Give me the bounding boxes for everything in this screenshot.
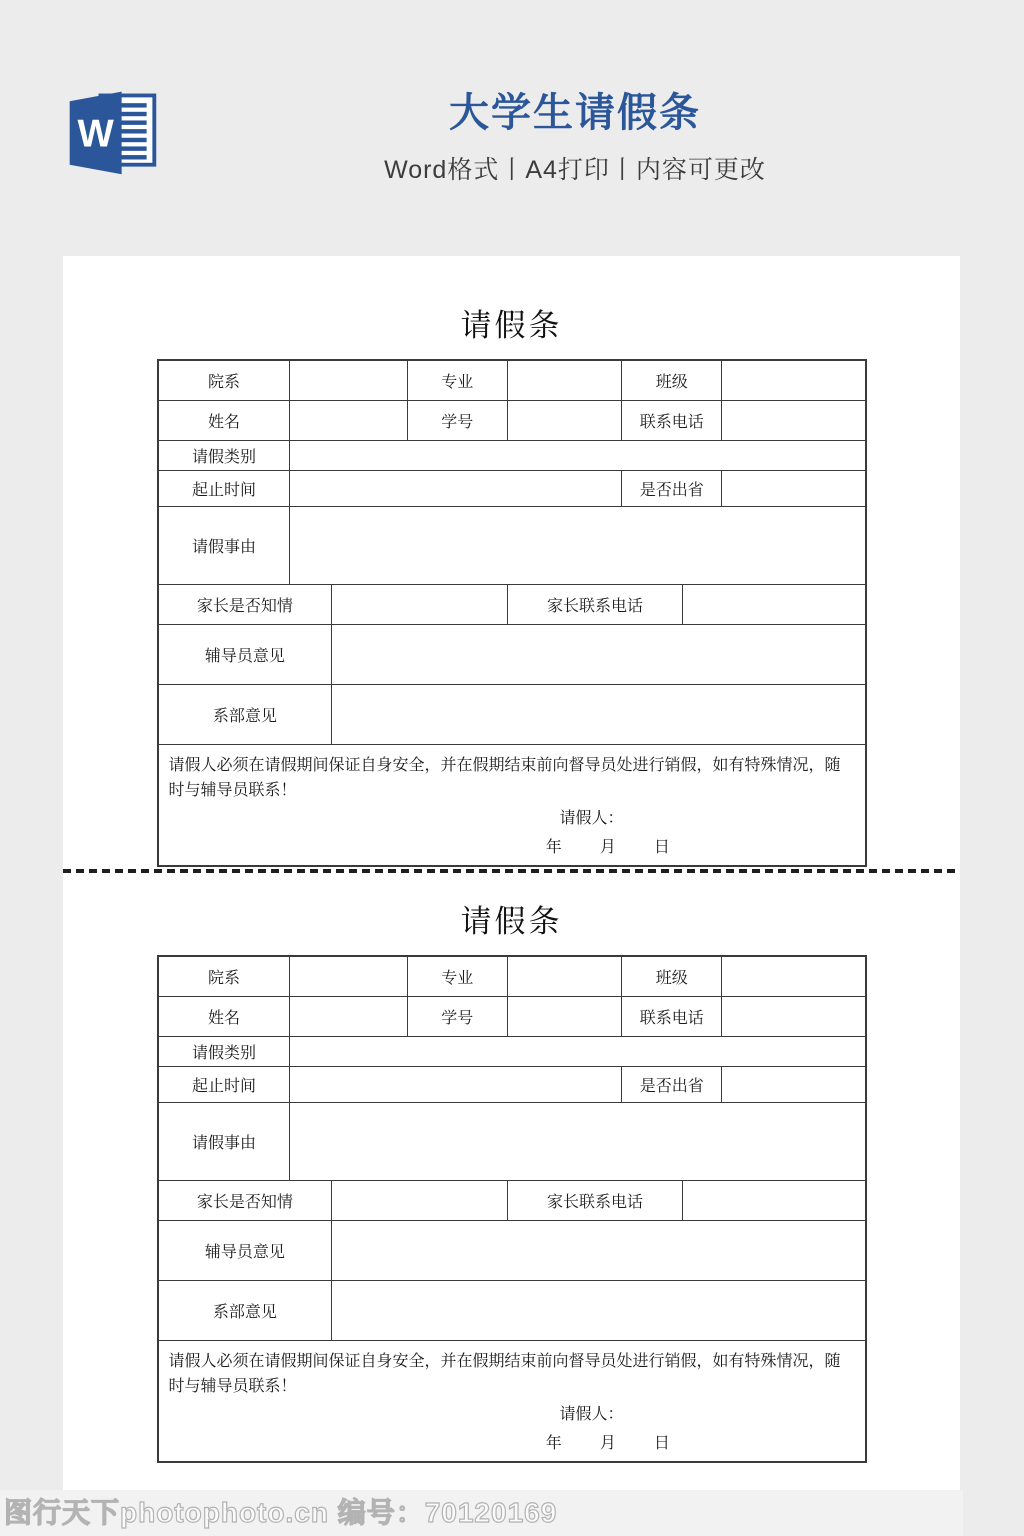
leave-form-table	[157, 359, 867, 867]
field-counselor-opinion	[332, 1220, 866, 1280]
field-leave-reason	[290, 506, 866, 584]
field-department-opinion	[332, 684, 866, 744]
label-leave-type: 请假类别	[158, 1036, 290, 1066]
field-out-of-province	[722, 1066, 866, 1102]
field-leave-reason	[290, 1102, 866, 1180]
table-row	[158, 1036, 866, 1066]
header	[150, 90, 1000, 186]
table-row	[158, 506, 866, 584]
date-year: 年	[545, 1435, 562, 1453]
field-time-range	[290, 1066, 622, 1102]
table-row	[158, 684, 866, 744]
signature-label: 请假人：	[559, 809, 624, 827]
field-phone	[722, 400, 866, 440]
form-title: 请假条	[460, 308, 563, 343]
word-logo-icon	[62, 84, 162, 180]
table-row	[158, 400, 866, 440]
label-class: 班级	[622, 360, 722, 400]
table-row	[158, 360, 866, 400]
table-row	[158, 1280, 866, 1340]
label-parent-phone: 家长联系电话	[507, 584, 683, 624]
field-parent-phone	[683, 1180, 866, 1220]
field-time-range	[290, 470, 622, 506]
note-cell	[158, 744, 866, 866]
watermark-bar	[0, 1490, 963, 1536]
date-line	[546, 835, 855, 861]
note-cell	[158, 1340, 866, 1462]
field-parent-informed	[332, 584, 508, 624]
label-department-opinion: 系部意见	[158, 684, 332, 744]
label-counselor-opinion: 辅导员意见	[158, 624, 332, 684]
label-time-range: 起止时间	[158, 1066, 290, 1102]
watermark-text: 图行天下photophoto.cn 编号：70120169	[4, 1497, 558, 1528]
label-time-range: 起止时间	[158, 470, 290, 506]
label-phone: 联系电话	[622, 400, 722, 440]
label-out-of-province: 是否出省	[622, 470, 722, 506]
label-major: 专业	[407, 956, 507, 996]
page-subtitle: Word格式丨A4打印丨内容可更改	[384, 156, 766, 184]
label-leave-reason: 请假事由	[158, 1102, 290, 1180]
signature-label: 请假人：	[559, 1405, 624, 1423]
label-parent-informed: 家长是否知情	[158, 584, 332, 624]
label-name: 姓名	[158, 996, 290, 1036]
field-department	[290, 956, 408, 996]
date-day: 日	[653, 1435, 670, 1453]
table-row	[158, 1102, 866, 1180]
field-name	[290, 996, 408, 1036]
label-class: 班级	[622, 956, 722, 996]
table-row	[158, 584, 866, 624]
safety-note: 请假人必须在请假期间保证自身安全，并在假期结束前向督导员处进行销假，如有特殊情况，随时与辅导员联系！	[168, 756, 841, 800]
date-day: 日	[653, 839, 670, 857]
field-counselor-opinion	[332, 624, 866, 684]
date-year: 年	[545, 839, 562, 857]
label-department: 院系	[158, 956, 290, 996]
label-student-id: 学号	[407, 400, 507, 440]
table-row	[158, 996, 866, 1036]
label-out-of-province: 是否出省	[622, 1066, 722, 1102]
label-phone: 联系电话	[622, 996, 722, 1036]
form-title: 请假条	[460, 904, 563, 939]
field-parent-phone	[683, 584, 866, 624]
label-department: 院系	[158, 360, 290, 400]
leave-form-table	[157, 955, 867, 1463]
field-department	[290, 360, 408, 400]
table-row	[158, 1220, 866, 1280]
page-title: 大学生请假条	[449, 91, 701, 135]
label-counselor-opinion: 辅导员意见	[158, 1220, 332, 1280]
field-name	[290, 400, 408, 440]
field-major	[507, 956, 622, 996]
field-student-id	[507, 400, 622, 440]
field-department-opinion	[332, 1280, 866, 1340]
document-sheet	[63, 256, 960, 1536]
table-row	[158, 1180, 866, 1220]
field-class	[722, 956, 866, 996]
field-class	[722, 360, 866, 400]
table-row	[158, 956, 866, 996]
field-parent-informed	[332, 1180, 508, 1220]
table-row	[158, 624, 866, 684]
table-row	[158, 440, 866, 470]
label-leave-type: 请假类别	[158, 440, 290, 470]
field-phone	[722, 996, 866, 1036]
table-row	[158, 1340, 866, 1462]
date-month: 月	[599, 1435, 616, 1453]
label-name: 姓名	[158, 400, 290, 440]
label-major: 专业	[407, 360, 507, 400]
word-logo-letter: W	[77, 112, 114, 156]
safety-note: 请假人必须在请假期间保证自身安全，并在假期结束前向督导员处进行销假，如有特殊情况，随时与辅导员联系！	[168, 1352, 841, 1396]
label-parent-informed: 家长是否知情	[158, 1180, 332, 1220]
field-out-of-province	[722, 470, 866, 506]
table-row	[158, 1066, 866, 1102]
leave-form-1	[63, 300, 960, 867]
date-line	[546, 1431, 855, 1457]
field-major	[507, 360, 622, 400]
dashed-cut-line	[63, 869, 960, 873]
field-leave-type	[290, 1036, 866, 1066]
table-row	[158, 744, 866, 866]
label-parent-phone: 家长联系电话	[507, 1180, 683, 1220]
table-row	[158, 470, 866, 506]
label-department-opinion: 系部意见	[158, 1280, 332, 1340]
date-month: 月	[599, 839, 616, 857]
field-student-id	[507, 996, 622, 1036]
label-student-id: 学号	[407, 996, 507, 1036]
label-leave-reason: 请假事由	[158, 506, 290, 584]
field-leave-type	[290, 440, 866, 470]
leave-form-2	[63, 896, 960, 1463]
